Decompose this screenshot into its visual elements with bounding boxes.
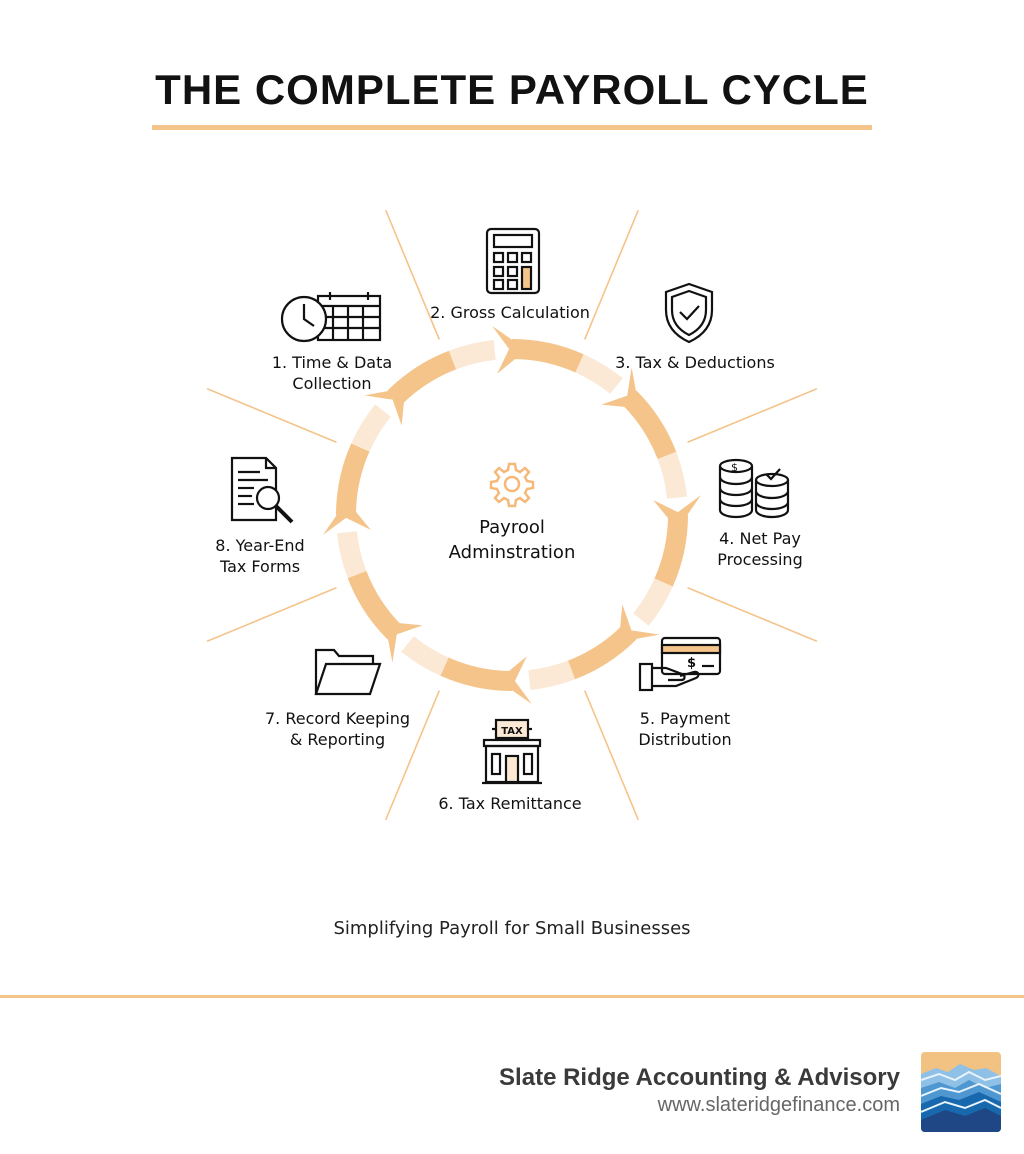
step-8-line1: 8. Year-End bbox=[215, 536, 305, 555]
cycle-arrowhead bbox=[492, 326, 526, 374]
tax-sign-text: TAX bbox=[501, 726, 523, 737]
step-7-label bbox=[250, 708, 425, 750]
page-title: THE COMPLETE PAYROLL CYCLE bbox=[155, 66, 869, 113]
svg-text:$: $ bbox=[731, 461, 738, 474]
step-8-label bbox=[200, 535, 320, 577]
step-8-line2: Tax Forms bbox=[219, 557, 301, 576]
step-3-line1: 3. Tax & Deductions bbox=[615, 353, 775, 372]
cycle-segment-light bbox=[347, 532, 357, 574]
step-1-line2: Collection bbox=[292, 374, 372, 393]
step-2-label bbox=[410, 302, 610, 323]
spoke-line bbox=[207, 389, 336, 443]
gear-icon bbox=[488, 460, 536, 508]
step-7-line1: 7. Record Keeping bbox=[265, 709, 410, 728]
center-label bbox=[412, 515, 612, 565]
cycle-segment-light bbox=[641, 583, 664, 620]
folder-icon bbox=[312, 646, 382, 698]
cycle-arrowhead bbox=[498, 656, 532, 704]
spoke-line bbox=[688, 588, 817, 642]
step-4-line2: Processing bbox=[717, 550, 803, 569]
footer-divider bbox=[0, 995, 1024, 998]
step-3-label bbox=[605, 352, 785, 373]
step-5-line2: Distribution bbox=[638, 730, 732, 749]
cycle-arrowhead bbox=[653, 495, 701, 529]
company-url[interactable]: www.slateridgefinance.com bbox=[657, 1094, 900, 1116]
step-2-line1: 2. Gross Calculation bbox=[430, 303, 590, 322]
tagline: Simplifying Payroll for Small Businesses bbox=[333, 918, 691, 939]
step-5-label bbox=[625, 708, 745, 750]
step-4-label bbox=[700, 528, 820, 570]
spoke-line bbox=[688, 389, 817, 443]
cycle-segment-light bbox=[667, 456, 677, 498]
cycle-segment-light bbox=[453, 350, 495, 360]
shield-check-icon bbox=[662, 282, 716, 344]
step-1-label bbox=[252, 352, 412, 394]
step-7-line2: & Reporting bbox=[289, 730, 386, 749]
center-label-line1: Payrool bbox=[479, 517, 545, 538]
cycle-segment-light bbox=[360, 411, 383, 448]
clock-calendar-icon bbox=[278, 290, 384, 344]
company-name: Slate Ridge Accounting & Advisory bbox=[499, 1064, 900, 1091]
tax-building-icon bbox=[480, 718, 544, 786]
cycle-segment-light bbox=[529, 670, 571, 680]
cycle-arrowhead bbox=[323, 501, 371, 535]
document-search-icon bbox=[230, 456, 300, 526]
step-1-line1: 1. Time & Data bbox=[271, 353, 393, 372]
cycle-segment-light bbox=[408, 644, 445, 667]
center-label-line2: Adminstration bbox=[448, 542, 576, 563]
calculator-icon bbox=[485, 227, 541, 295]
step-6-label bbox=[420, 793, 600, 814]
company-block bbox=[499, 1064, 900, 1117]
hand-card-icon bbox=[638, 636, 724, 694]
spoke-line bbox=[207, 588, 336, 642]
step-5-line1: 5. Payment bbox=[639, 709, 731, 728]
step-6-line1: 6. Tax Remittance bbox=[438, 794, 582, 813]
coins-check-icon bbox=[716, 458, 792, 520]
company-logo bbox=[921, 1052, 1001, 1132]
step-4-line1: 4. Net Pay bbox=[719, 529, 801, 548]
svg-text:$: $ bbox=[687, 656, 697, 671]
